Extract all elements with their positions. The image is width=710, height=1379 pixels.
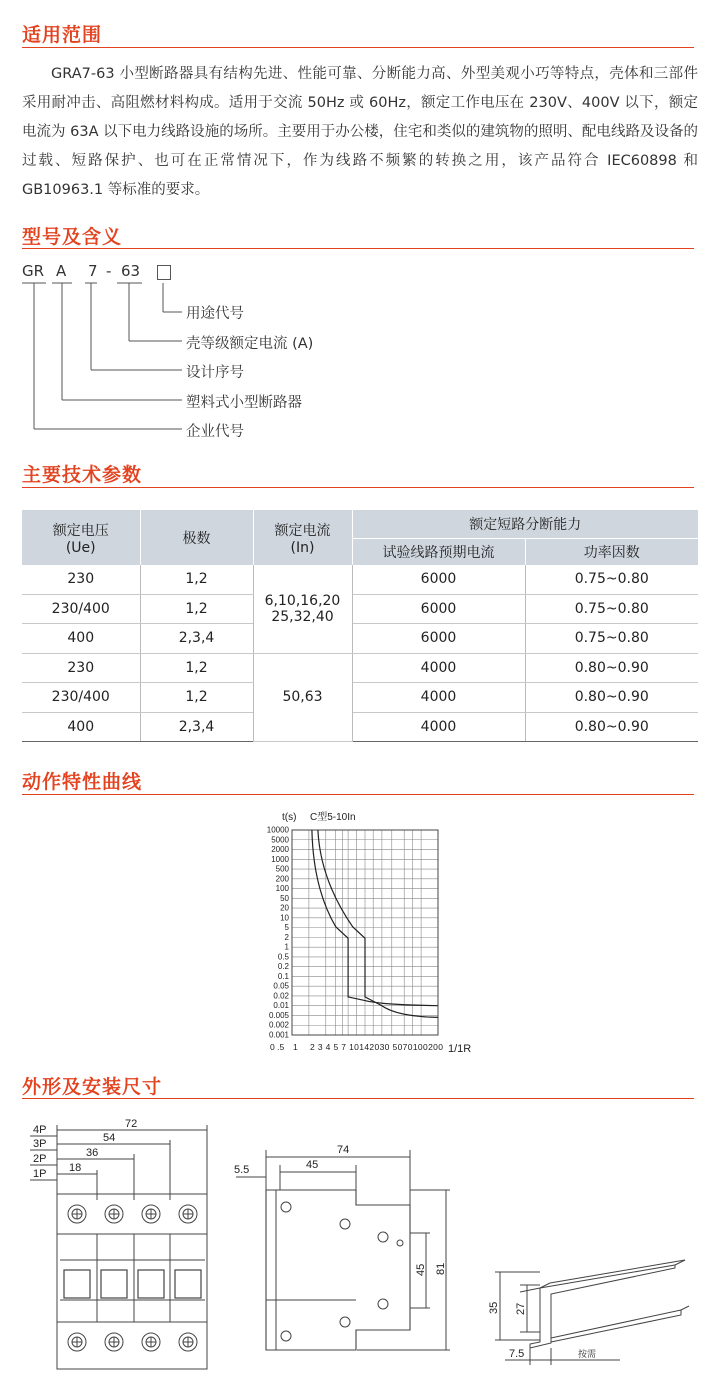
- dimension-drawings: [0, 1110, 710, 1379]
- rail-label: 按需: [578, 1349, 597, 1359]
- cell-pf: 0.75~0.80: [525, 624, 698, 654]
- header-voltage: 额定电压 (Ue): [22, 510, 140, 565]
- dim-width-72: 72: [125, 1118, 138, 1130]
- dim-label-1p: 1P: [33, 1168, 47, 1180]
- section-title-curve: 动作特性曲线: [22, 771, 143, 793]
- x-tick-first: 0 .5: [270, 1042, 285, 1052]
- cell-poles: 1,2: [140, 683, 253, 713]
- header-test-current: 试验线路预期电流: [352, 538, 525, 565]
- section-divider: [22, 794, 694, 795]
- cell-pf: 0.75~0.80: [525, 594, 698, 624]
- table-row: [22, 683, 698, 713]
- cell-test: 4000: [352, 712, 525, 742]
- table-row: [22, 653, 698, 683]
- y-tick-label: 50: [280, 893, 289, 903]
- model-code-leaders: [0, 0, 710, 460]
- code-part-7: 7: [88, 262, 98, 280]
- chart-title: C型5-10In: [310, 812, 356, 823]
- cell-voltage: 230/400: [22, 683, 140, 713]
- dim-width-36: 36: [86, 1147, 99, 1159]
- y-tick-label: 0.001: [268, 1030, 289, 1040]
- cell-current-group2: 50,63: [253, 653, 352, 742]
- x-tick-second: 1: [293, 1042, 298, 1052]
- side-dim-5-5: 5.5: [234, 1164, 250, 1176]
- cell-test: 6000: [352, 624, 525, 654]
- section-divider: [22, 1098, 694, 1099]
- side-dim-h45: 45: [415, 1263, 427, 1276]
- cell-poles: 2,3,4: [140, 624, 253, 654]
- cell-pf: 0.80~0.90: [525, 683, 698, 713]
- model-label-company: 企业代号: [186, 424, 244, 440]
- table-row: [22, 624, 698, 654]
- model-label-frame-current: 壳等级额定电流 (A): [186, 336, 314, 352]
- dim-label-4p: 4P: [33, 1124, 47, 1136]
- y-tick-label: 100: [275, 884, 289, 894]
- y-tick-label: 200: [275, 874, 289, 884]
- y-tick-label: 2000: [271, 845, 289, 855]
- header-breaking: 额定短路分断能力: [352, 510, 698, 538]
- cell-pf: 0.80~0.90: [525, 712, 698, 742]
- header-current: 额定电流 (In): [253, 510, 352, 565]
- y-tick-label: 20: [280, 903, 289, 913]
- code-part-gr: GR: [22, 262, 45, 280]
- table-row: [22, 565, 698, 594]
- cell-test: 6000: [352, 594, 525, 624]
- chart-ylabel: t(s): [282, 812, 297, 823]
- table-row: [22, 594, 698, 624]
- model-label-type: 塑料式小型断路器: [186, 395, 302, 411]
- code-part-63: 63: [121, 262, 141, 280]
- cell-poles: 1,2: [140, 565, 253, 594]
- section-title-params: 主要技术参数: [22, 464, 143, 486]
- y-tick-label: 10: [280, 913, 289, 923]
- header-poles: 极数: [140, 510, 253, 565]
- cell-poles: 2,3,4: [140, 712, 253, 742]
- cell-poles: 1,2: [140, 594, 253, 624]
- cell-voltage: 400: [22, 624, 140, 654]
- section-divider: [22, 487, 694, 488]
- cell-test: 4000: [352, 653, 525, 683]
- y-tick-label: 5: [284, 923, 289, 933]
- dim-width-54: 54: [103, 1132, 116, 1144]
- cell-voltage: 400: [22, 712, 140, 742]
- cell-poles: 1,2: [140, 653, 253, 683]
- cell-test: 4000: [352, 683, 525, 713]
- cell-current-group1: 6,10,16,20 25,32,40: [253, 565, 352, 653]
- section-title-model: 型号及含义: [22, 226, 123, 248]
- cell-pf: 0.75~0.80: [525, 565, 698, 594]
- side-dim-45: 45: [306, 1159, 319, 1171]
- y-tick-label: 1: [284, 942, 289, 952]
- cell-voltage: 230: [22, 653, 140, 683]
- code-part-a: A: [56, 262, 67, 280]
- header-power-factor: 功率因数: [525, 538, 698, 565]
- y-tick-label: 0.002: [268, 1020, 289, 1030]
- y-tick-label: 10000: [266, 825, 289, 835]
- dim-label-2p: 2P: [33, 1153, 47, 1165]
- y-tick-label: 0.2: [277, 962, 289, 972]
- x-tick-labels: 2 3 4 5 7 10142030 5070100200: [310, 1042, 443, 1052]
- cell-pf: 0.80~0.90: [525, 653, 698, 683]
- side-dim-h81: 81: [435, 1262, 447, 1275]
- y-tick-label: 2: [284, 932, 289, 942]
- rail-dim-27: 27: [515, 1302, 527, 1315]
- y-tick-label: 1000: [271, 854, 289, 864]
- y-tick-label: 500: [275, 864, 289, 874]
- code-part-dash: -: [106, 262, 112, 280]
- rail-dim-7-5: 7.5: [509, 1348, 525, 1360]
- model-label-purpose: 用途代号: [186, 306, 244, 322]
- y-tick-label: 0.02: [273, 991, 289, 1001]
- y-tick-label: 0.05: [273, 981, 289, 991]
- cell-voltage: 230: [22, 565, 140, 594]
- y-tick-label: 0.1: [277, 971, 289, 981]
- section-title-dims: 外形及安装尺寸: [22, 1076, 163, 1098]
- cell-voltage: 230/400: [22, 594, 140, 624]
- table-row: [22, 712, 698, 742]
- dim-width-18: 18: [69, 1162, 82, 1174]
- model-label-design-no: 设计序号: [186, 365, 244, 381]
- y-tick-label: 0.005: [268, 1010, 289, 1020]
- spec-table: [22, 510, 698, 742]
- chart-xlabel: 1/1R: [448, 1043, 472, 1055]
- intro-text: GRA7-63 小型断路器具有结构先进、性能可靠、分断能力高、外型美观小巧等特点，壳体和三部件采用耐冲击、高阻燃材料构成。适用于交流 50Hz 或 60Hz，额定工作电压在 230V、400V 以下，额定电流为 63A 以下电力线路设施的场所。主要用于办公楼，住宅和类似的建筑物的照明、配电线路及设备的过载、短路保护、也可在正常情况下，作为线路不频繁的转换之用，该产品符合 IEC60898 和 GB10963.1 等标准的要求。: [22, 66, 698, 198]
- rail-dim-35: 35: [488, 1301, 500, 1314]
- trip-curve-chart: [230, 805, 500, 1060]
- cell-test: 6000: [352, 565, 525, 594]
- dim-label-3p: 3P: [33, 1138, 47, 1150]
- y-tick-label: 0.01: [273, 1001, 289, 1011]
- y-tick-label: 0.5: [277, 952, 289, 962]
- y-tick-label: 5000: [271, 835, 289, 845]
- side-dim-74: 74: [337, 1144, 350, 1156]
- section-title-scope: 适用范围: [22, 24, 103, 46]
